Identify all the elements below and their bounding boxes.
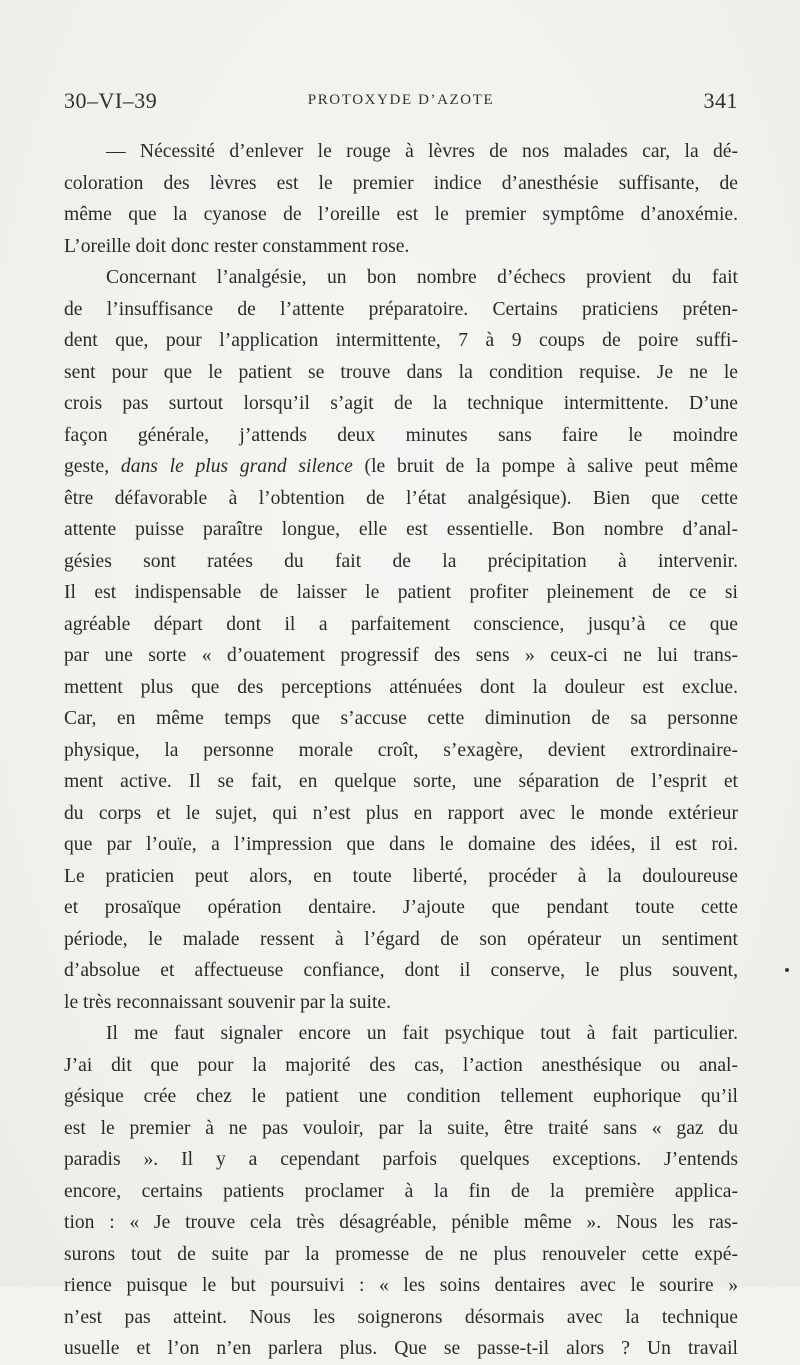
text-line: par une sorte « d’ouatement progressif des sens » ceux-ci ne lui trans- — [64, 645, 738, 666]
text-line: période, le malade ressent à l’égard de son opérateur un sentiment — [64, 928, 738, 950]
text-line: ment active. Il se fait, en quelque sorte, une séparation de l’esprit et — [64, 771, 738, 792]
text-line: — Nécessité d’enlever le rouge à lèvres de nos malades car, la dé- — [106, 141, 738, 162]
text-line: gésies sont ratées du fait de la précipitation à intervenir. — [64, 550, 738, 572]
text-line: J’ai dit que pour la majorité des cas, l’action anesthésique ou anal- — [64, 1054, 738, 1076]
text-line: Car, en même temps que s’accuse cette diminution de sa personne — [64, 708, 738, 729]
header-title: PROTOXYDE D’AZOTE — [307, 92, 495, 108]
text-line: Il est indispensable de laisser le patient profiter pleinement de ce si — [64, 582, 738, 603]
text-line: Concernant l’analgésie, un bon nombre d’échecs provient du fait — [106, 267, 738, 288]
text-line: Il me faut signaler encore un fait psychique tout à fait particulier. — [106, 1023, 738, 1044]
text-line: tion : « Je trouve cela très désagréable, pénible même ». Nous les ras- — [64, 1212, 738, 1233]
running-header — [64, 88, 738, 118]
text-line: agréable départ dont il a parfaitement conscience, jusqu’à ce que — [64, 613, 738, 635]
text-line: attente puisse paraître longue, elle est essentielle. Bon nombre d’anal- — [64, 519, 738, 540]
paragraph-1 — [64, 136, 738, 262]
text-segment: geste, — [64, 456, 121, 477]
text-line: d’absolue et affectueuse confiance, dont il conserve, le plus souvent, — [64, 960, 738, 981]
text-line: et prosaïque opération dentaire. J’ajoute que pendant toute cette — [64, 897, 738, 918]
text-line: physique, la personne morale croît, s’exagère, devient extrordinaire- — [64, 739, 738, 761]
text-line: usuelle et l’on n’en parlera plus. Que se passe-t-il alors ? Un travail — [64, 1338, 738, 1359]
text-line: du corps et le sujet, qui n’est plus en rapport avec le monde extérieur — [64, 802, 738, 824]
text-line-with-italic — [64, 451, 738, 483]
text-line: le très reconnaissant souvenir par la suite. — [64, 991, 391, 1013]
text-line: gésique crée chez le patient une condition tellement euphorique qu’il — [64, 1086, 738, 1107]
paragraph-3 — [64, 1018, 738, 1365]
margin-mark — [785, 968, 789, 972]
text-line: même que la cyanose de l’oreille est le premier symptôme d’anoxémie. — [64, 204, 738, 225]
text-line: surons tout de suite par la promesse de ne plus renouveler cette expé- — [64, 1243, 738, 1265]
text-line: rience puisque le but poursuivi : « les soins dentaires avec le sourire » — [64, 1275, 738, 1296]
text-segment: (le bruit de la pompe à salive peut même — [352, 456, 738, 477]
text-line: sent pour que le patient se trouve dans la condition requise. Je ne le — [64, 361, 738, 383]
text-line: coloration des lèvres est le premier indice d’anesthésie suffisante, de — [64, 172, 738, 194]
text-line: encore, certains patients proclamer à la fin de la première applica- — [64, 1180, 738, 1202]
text-line: que par l’ouïe, a l’impression que dans le domaine des idées, il est roi. — [64, 834, 738, 855]
text-line: L’oreille doit donc rester constamment rose. — [64, 235, 410, 257]
text-line: façon générale, j’attends deux minutes sans faire le moindre — [64, 424, 738, 446]
text-line: Le praticien peut alors, en toute liberté, procéder à la douloureuse — [64, 865, 738, 887]
text-line: être défavorable à l’obtention de l’état analgésique). Bien que cette — [64, 487, 738, 509]
paragraph-2 — [64, 262, 738, 1018]
header-date: 30–VI–39 — [64, 88, 158, 113]
text-line: mettent plus que des perceptions atténuées dont la douleur est exclue. — [64, 676, 738, 698]
text-line: crois pas surtout lorsqu’il s’agit de la technique intermittente. D’une — [64, 393, 738, 414]
italic-emphasis: dans le plus grand silence — [120, 456, 353, 477]
page-body — [64, 136, 738, 1365]
text-line: n’est pas atteint. Nous les soignerons désormais avec la technique — [64, 1306, 738, 1328]
text-line: de l’insuffisance de l’attente préparatoire. Certains praticiens préten- — [64, 298, 738, 320]
page-number: 341 — [703, 88, 738, 113]
text-line: dent que, pour l’application intermittente, 7 à 9 coups de poire suffi- — [64, 330, 738, 351]
text-line: est le premier à ne pas vouloir, par la suite, être traité sans « gaz du — [64, 1117, 738, 1139]
text-line: paradis ». Il y a cependant parfois quelques exceptions. J’entends — [64, 1149, 738, 1170]
